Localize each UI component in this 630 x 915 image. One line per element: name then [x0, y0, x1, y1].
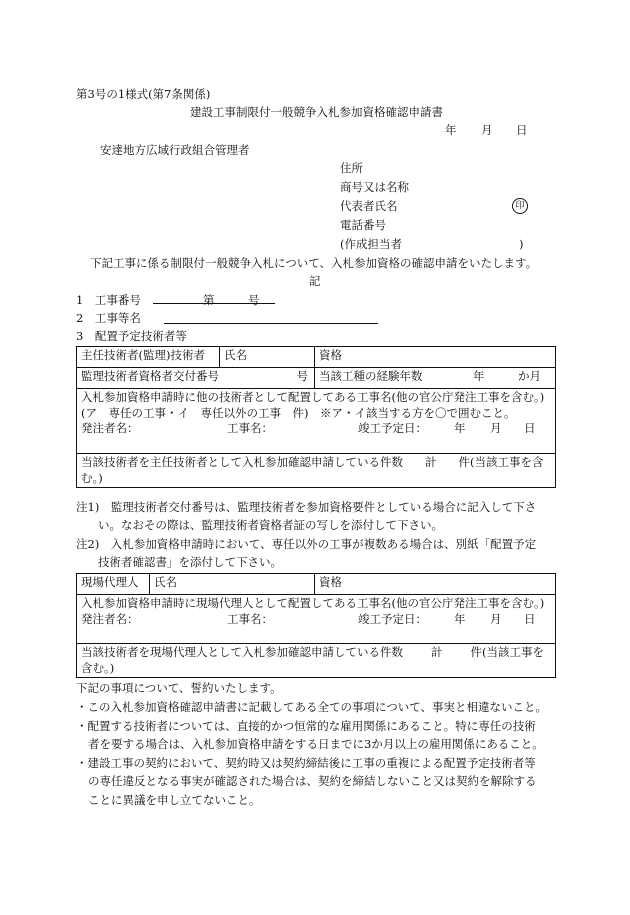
- applicant-address-label: 住所: [340, 161, 363, 175]
- other-works-label: 入札参加資格申請時に他の技術者として配置してある工事名(他の官公庁発注工事を含む。): [81, 390, 545, 404]
- site-agent-works-label: 入札参加資格申請時に現場代理人として配置してある工事名(他の官公庁発注工事を含む。): [81, 596, 545, 610]
- intro-text: 下記工事に係る制限付一般競争入札について、入札参加資格の確認申請をいたします。: [90, 256, 538, 270]
- oath-heading: 下記の事項について、誓約いたします。: [76, 681, 282, 695]
- date-month: 月: [481, 123, 493, 137]
- form-number: 第3号の1様式(第7条関係): [76, 87, 211, 101]
- ki-heading: 記: [309, 274, 321, 288]
- orderer-label: 発注者名：: [81, 421, 139, 435]
- site-agent-orderer-label: 発注者名：: [81, 611, 139, 626]
- site-agent-qualification-label: 資格: [315, 574, 556, 595]
- note-2-line-2: 技術者確認書」を添付して下さい。: [98, 555, 282, 569]
- applicant-trade-name-label: 商号又は名称: [340, 180, 409, 194]
- site-agent-table: [76, 573, 556, 678]
- oath-item-2-line-2: 者を要する場合は、入札参加資格申請をする日までに3か月以上の雇用関係にあること。: [88, 737, 544, 751]
- site-agent-completion-label: 竣工予定日：: [358, 611, 427, 626]
- site-agent-count-label: 当該技術者を現場代理人として入札参加確認申請している件数: [81, 645, 403, 659]
- engineer-qualification-label: 資格: [315, 347, 556, 368]
- other-works-cell: [77, 389, 556, 454]
- applicant-phone-label: 電話番号: [340, 218, 386, 232]
- completion-year: 年: [454, 421, 466, 435]
- date-day: 日: [516, 123, 528, 137]
- completion-day: 日: [524, 421, 536, 435]
- completion-month: 月: [490, 421, 502, 435]
- site-agent-count-total: 計: [431, 645, 443, 659]
- oath-item-3-line-3: ことに異議を申し立てないこと。: [88, 793, 261, 807]
- experience-years-label: 当該工種の経験年数: [319, 369, 423, 383]
- work-title-label: 工事名：: [227, 421, 273, 435]
- note-1-line-2: い。なおその際は、監理技術者資格者証の写しを添付して下さい。: [98, 518, 443, 532]
- site-agent-count-suffix: 件(当該工事を含む。): [81, 645, 544, 675]
- application-count-label: 当該技術者を主任技術者として入札参加確認申請している件数: [81, 455, 403, 469]
- applicant-rep-name-label: 代表者氏名: [340, 199, 398, 213]
- completion-date-label: 竣工予定日：: [358, 421, 427, 435]
- seal-icon: 印: [512, 198, 528, 214]
- contact-person-close: ): [519, 237, 524, 251]
- work-number-dai: 第: [203, 293, 215, 307]
- oath-item-3-line-1: ・建設工事の契約において、契約時又は契約締結後に工事の重複による配置予定技術者等: [76, 756, 536, 770]
- order-info-row: [81, 421, 551, 436]
- site-agent-completion-day: 日: [524, 611, 536, 626]
- application-count-cell: [77, 454, 556, 488]
- oath-item-3-line-2: の専任違反となる事実が確認された場合は、契約を締結しないこと又は契約を解除する: [88, 774, 537, 788]
- work-number-go: 号: [248, 293, 260, 307]
- engineer-name-label: 氏名: [220, 347, 315, 368]
- note-1-line-1: 注1) 監理技術者交付番号は、監理技術者を参加資格要件としている場合に記入して下さ: [76, 500, 537, 514]
- experience-years-cell: [315, 368, 556, 389]
- site-agent-name-label: 氏名: [150, 574, 315, 595]
- experience-years-unit: 年: [473, 369, 485, 383]
- experience-months-unit: か月: [518, 369, 541, 383]
- kanri-number-label: 監理技術者資格者交付番号: [81, 369, 219, 383]
- contact-person-open: (作成担当者: [340, 237, 402, 251]
- site-agent-label: 現場代理人: [77, 574, 150, 595]
- application-count-total: 計: [425, 455, 437, 469]
- application-count-suffix: 件(当該工事を含む。): [81, 455, 544, 485]
- site-agent-count-cell: [77, 644, 556, 678]
- site-agent-work-title-label: 工事名：: [227, 611, 273, 626]
- chief-engineer-label: 主任技術者(監理)技術者: [77, 347, 220, 368]
- kanri-number-cell: [77, 368, 315, 389]
- engineer-table: [76, 346, 556, 488]
- date-year: 年: [445, 123, 457, 137]
- oath-item-1: ・この入札参加資格確認申請書に記載してある全ての事項について、事実と相違ないこと。: [76, 700, 548, 714]
- work-number-label: 1 工事番号: [76, 293, 141, 307]
- site-agent-works-cell: [77, 595, 556, 644]
- kanri-number-go: 号: [296, 369, 308, 383]
- site-agent-completion-month: 月: [490, 611, 502, 626]
- assignment-choice: (ア 専任の工事・イ 専任以外の工事 件) ※ア・イ該当する方を〇で囲むこと。: [81, 405, 516, 420]
- site-agent-order-row: [81, 612, 551, 627]
- note-2-line-1: 注2) 入札参加資格申請時において、専任以外の工事が複数ある場合は、別紙「配置予定: [76, 537, 537, 551]
- oath-item-2-line-1: ・配置する技術者については、直接的かつ恒常的な雇用関係にあること。特に専任の技術: [76, 719, 536, 733]
- document-title: 建設工事制限付一般競争入札参加資格確認申請書: [190, 105, 443, 119]
- addressee: 安達地方広域行政組合管理者: [100, 143, 250, 157]
- work-name-underline: [164, 323, 378, 324]
- site-agent-completion-year: 年: [454, 611, 466, 626]
- item-engineers-label: 3 配置予定技術者等: [76, 329, 187, 343]
- work-name-label: 2 工事等名: [76, 311, 141, 325]
